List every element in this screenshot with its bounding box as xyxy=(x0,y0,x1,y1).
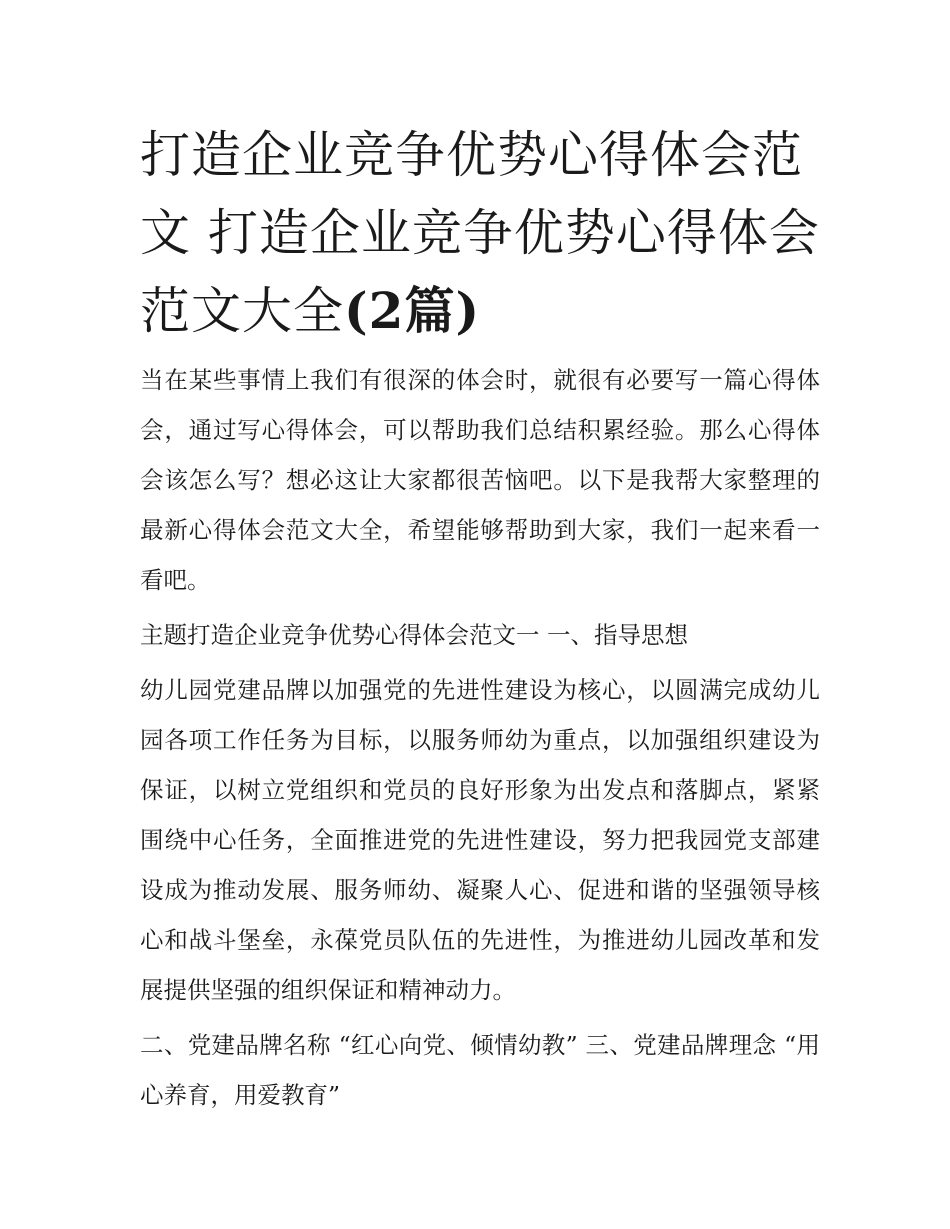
title-main-text: 打造企业竞争优势心得体会范文 打造企业竞争优势心得体会范文大全 xyxy=(140,126,820,340)
title-suffix-text: (2篇) xyxy=(344,281,481,340)
document-body xyxy=(140,355,820,1120)
section-heading-guiding-ideology: 主题打造企业竞争优势心得体会范文一 一、指导思想 xyxy=(140,621,688,649)
brand-name-and-concept-paragraph: 二、党建品牌名称 “红心向党、倾情幼教” 三、党建品牌理念 “用心养育，用爱教育” xyxy=(140,1031,820,1109)
intro-paragraph: 当在某些事情上我们有很深的体会时，就很有必要写一篇心得体会，通过写心得体会，可以帮助我们总结积累经验。那么心得体会该怎么写？想必这让大家都很苦恼吧。以下是我帮大家整理的最新心得体会范文大全，希望能够帮助到大家，我们一起来看一看吧。 xyxy=(140,366,820,594)
guiding-ideology-paragraph: 幼儿园党建品牌以加强党的先进性建设为核心，以圆满完成幼儿园各项工作任务为目标，以服务师幼为重点，以加强组织建设为保证，以树立党组织和党员的良好形象为出发点和落脚点，紧紧围绕中心任务，全面推进党的先进性建设，努力把我园党支部建设成为推动发展、服务师幼、凝聚人心、促进和谐的坚强领导核心和战斗堡垒，永葆党员队伍的先进性，为推进幼儿园改革和发展提供坚强的组织保证和精神动力。 xyxy=(140,676,820,1004)
document-title xyxy=(140,116,820,350)
